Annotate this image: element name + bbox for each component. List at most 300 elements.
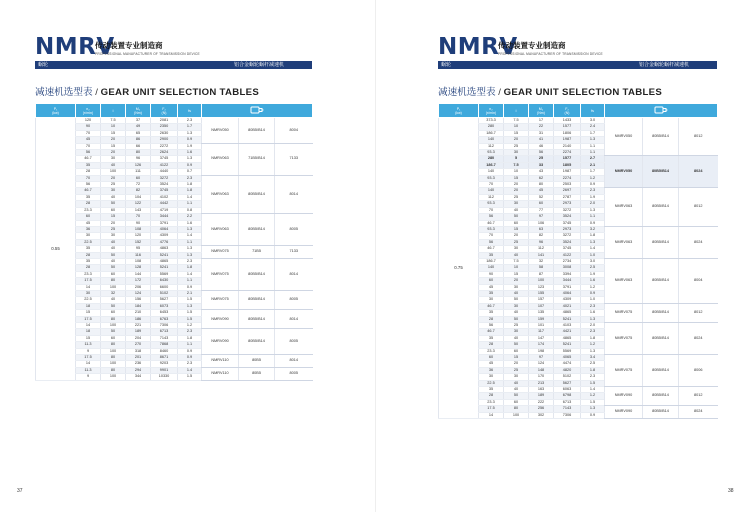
ratio-cell: 40 [504, 290, 529, 296]
ratio-cell: 100 [101, 361, 126, 367]
service-factor-cell: 3.4 [581, 355, 605, 361]
speed-cell: 112 [479, 194, 504, 200]
torque-cell: 128 [126, 265, 151, 271]
ratio-cell: 15 [504, 226, 529, 232]
band-right-label: 铝合金蜗轮蜗杆减速机 [233, 62, 284, 68]
torque-cell: 22 [529, 124, 554, 130]
speed-cell: 11.3 [76, 342, 101, 348]
ratio-cell: 15 [504, 355, 529, 361]
ratio-cell: 10 [504, 169, 529, 175]
torque-cell: 198 [529, 348, 554, 354]
service-factor-cell: 1.1 [178, 278, 202, 284]
speed-cell: 46.7 [479, 329, 504, 335]
service-factor-cell: 1.3 [178, 130, 202, 136]
header-band [35, 61, 312, 69]
motor-frame-cell: 8004 [275, 118, 313, 144]
speed-cell: 60 [479, 355, 504, 361]
service-factor-cell: 2.0 [581, 201, 605, 207]
torque-cell: 189 [529, 393, 554, 399]
speed-cell: 22.5 [479, 380, 504, 386]
ratio-cell: 40 [504, 387, 529, 393]
torque-cell: 86 [126, 137, 151, 143]
radial-load-cell: 3444 [151, 214, 178, 220]
ratio-cell: 50 [504, 342, 529, 348]
radial-load-cell: 2624 [151, 150, 178, 156]
radial-load-cell: 4421 [554, 329, 581, 335]
torque-cell: 126 [126, 162, 151, 168]
ratio-cell: 60 [504, 348, 529, 354]
radial-load-cell: 4122 [554, 252, 581, 258]
ratio-cell: 7.5 [504, 118, 529, 124]
ratio-cell: 60 [101, 310, 126, 316]
speed-cell: 112 [479, 143, 504, 149]
brand-tagline: 传动装置专业制造商 [498, 41, 566, 50]
radial-load-cell: 6763 [151, 316, 178, 322]
torque-cell: 77 [529, 207, 554, 213]
ratio-cell: 80 [101, 342, 126, 348]
col-header-torque: M₂ (Nm) [529, 104, 554, 118]
ratio-cell: 15 [101, 143, 126, 149]
torque-cell: 45 [529, 188, 554, 194]
torque-cell: 108 [126, 258, 151, 264]
torque-cell: 270 [126, 342, 151, 348]
ratio-cell: 100 [504, 412, 529, 418]
flange-cell: 80B5/B14 [239, 290, 275, 309]
motor-frame-cell: 8014 [275, 355, 313, 368]
service-factor-cell: 1.3 [581, 316, 605, 322]
service-factor-cell: 2.3 [178, 258, 202, 264]
torque-cell: 108 [126, 226, 151, 232]
torque-cell: 204 [126, 335, 151, 341]
service-factor-cell: 1.5 [178, 316, 202, 322]
service-factor-cell: 0.9 [178, 348, 202, 354]
radial-load-cell: 7306 [151, 323, 178, 329]
torque-cell: 170 [529, 374, 554, 380]
speed-cell: 140 [479, 188, 504, 194]
service-factor-cell: 2.5 [581, 265, 605, 271]
flange-cell: 80B5/B14 [239, 175, 275, 213]
radial-load-cell: 5241 [554, 342, 581, 348]
radial-load-cell: 2274 [554, 150, 581, 156]
gear-model-cell: NMRV050 [605, 156, 643, 188]
speed-cell: 17.5 [479, 406, 504, 412]
torque-cell: 111 [126, 169, 151, 175]
torque-cell: 58 [529, 265, 554, 271]
torque-cell: 156 [126, 297, 151, 303]
service-factor-cell: 2.7 [581, 156, 605, 162]
torque-cell: 107 [529, 303, 554, 309]
gear-model-cell: NMRV063 [605, 188, 643, 226]
torque-cell: 80 [529, 182, 554, 188]
service-factor-cell: 2.5 [581, 361, 605, 367]
ratio-cell: 30 [504, 150, 529, 156]
torque-cell: 37 [126, 118, 151, 124]
service-factor-cell: 1.5 [178, 310, 202, 316]
service-factor-cell: 1.1 [178, 342, 202, 348]
ratio-cell: 30 [101, 156, 126, 162]
gear-model-cell: NMRV075 [202, 246, 239, 259]
ratio-cell: 80 [101, 367, 126, 373]
torque-cell: 25 [529, 156, 554, 162]
ratio-cell: 15 [101, 130, 126, 136]
speed-cell: 93.3 [479, 226, 504, 232]
motor-frame-cell: 8024 [679, 226, 718, 258]
ratio-cell: 30 [504, 329, 529, 335]
service-factor-cell: 2.3 [178, 361, 202, 367]
ratio-cell: 50 [504, 214, 529, 220]
gear-model-cell: NMRV110 [202, 367, 239, 380]
section-title [438, 84, 662, 98]
torque-cell: 43 [529, 169, 554, 175]
service-factor-cell: 1.3 [178, 252, 202, 258]
radial-load-cell: 6798 [554, 393, 581, 399]
radial-load-cell: 4865 [151, 258, 178, 264]
torque-cell: 172 [126, 278, 151, 284]
torque-cell: 106 [529, 220, 554, 226]
service-factor-cell: 1.3 [581, 348, 605, 354]
ratio-cell: 100 [101, 348, 126, 354]
motor-frame-cell: 7133 [275, 246, 313, 259]
flange-cell: 80B5/B14 [643, 323, 679, 355]
flange-cell: 80B5/B14 [239, 214, 275, 246]
gear-model-cell: NMRV090 [202, 310, 239, 329]
torque-cell: 123 [529, 284, 554, 290]
torque-cell: 206 [126, 284, 151, 290]
speed-cell: 18 [76, 303, 101, 309]
radial-load-cell: 4065 [554, 355, 581, 361]
radial-load-cell: 5241 [554, 316, 581, 322]
ratio-cell: 50 [101, 329, 126, 335]
motor-frame-cell: 7133 [275, 143, 313, 175]
gear-model-cell: NMRV063 [202, 175, 239, 213]
radial-load-cell: 5241 [151, 252, 178, 258]
flange-cell: 80B5/B14 [239, 310, 275, 329]
radial-load-cell: 6430 [151, 278, 178, 284]
torque-cell: 344 [126, 374, 151, 380]
speed-cell: 17.5 [76, 355, 101, 361]
ratio-cell: 25 [101, 226, 126, 232]
speed-cell: 93.3 [479, 201, 504, 207]
gear-model-cell: NMRV075 [605, 323, 643, 355]
radial-load-cell: 3745 [151, 188, 178, 194]
speed-cell: 70 [479, 233, 504, 239]
torque-cell: 41 [529, 137, 554, 143]
service-factor-cell: 2.3 [581, 329, 605, 335]
radial-load-cell: 3745 [554, 246, 581, 252]
ratio-cell: 20 [101, 150, 126, 156]
ratio-cell: 40 [101, 162, 126, 168]
torque-cell: 65 [126, 130, 151, 136]
ratio-cell: 60 [101, 335, 126, 341]
service-factor-cell: 1.4 [178, 233, 202, 239]
radial-load-cell: 7306 [554, 412, 581, 418]
speed-cell: 35 [76, 246, 101, 252]
ratio-cell: 7.5 [504, 258, 529, 264]
service-factor-cell: 0.9 [178, 162, 202, 168]
speed-cell: 46.7 [479, 220, 504, 226]
torque-cell: 135 [529, 310, 554, 316]
torque-cell: 117 [529, 329, 554, 335]
radial-load-cell: 4064 [554, 290, 581, 296]
ratio-cell: 40 [504, 380, 529, 386]
torque-cell: 201 [126, 355, 151, 361]
service-factor-cell: 1.8 [178, 182, 202, 188]
motor-icon [654, 105, 668, 115]
radial-load-cell: 9203 [151, 361, 178, 367]
radial-load-cell: 7143 [554, 406, 581, 412]
service-factor-cell: 2.3 [178, 118, 202, 124]
ratio-cell: 20 [504, 233, 529, 239]
speed-cell: 46.7 [479, 246, 504, 252]
speed-cell: 23.3 [479, 399, 504, 405]
speed-cell: 60 [479, 278, 504, 284]
col-header-ratio: i [101, 104, 126, 118]
speed-cell: 28 [479, 342, 504, 348]
gear-model-cell: NMRV050 [202, 118, 239, 144]
speed-cell: 36 [76, 226, 101, 232]
ratio-cell: 5 [504, 156, 529, 162]
speed-cell: 17.5 [76, 278, 101, 284]
radial-load-cell: 5102 [554, 374, 581, 380]
motor-frame-cell: 8005 [275, 329, 313, 355]
radial-load-cell: 4820 [554, 367, 581, 373]
ratio-cell: 100 [101, 169, 126, 175]
right-page [375, 0, 750, 512]
header-band [438, 61, 717, 69]
speed-cell: 36 [479, 367, 504, 373]
service-factor-cell: 1.3 [178, 226, 202, 232]
speed-cell: 140 [479, 169, 504, 175]
flange-cell: 80B5/B14 [643, 387, 679, 406]
gear-model-cell: NMRV090 [202, 329, 239, 355]
radial-load-cell: 1987 [554, 169, 581, 175]
speed-cell: 56 [479, 214, 504, 220]
speed-cell: 70 [479, 182, 504, 188]
torque-cell: 101 [529, 323, 554, 329]
torque-cell: 221 [126, 323, 151, 329]
service-factor-cell: 0.9 [581, 182, 605, 188]
gear-model-cell: NMRV075 [605, 355, 643, 387]
brand-tagline-en: PROFESSIONAL MANUFACTURER OF TRANSMISSION DEVICE [498, 52, 603, 56]
speed-cell: 186.7 [479, 162, 504, 168]
ratio-cell: 40 [504, 310, 529, 316]
flange-cell: 80B5/B14 [643, 258, 679, 303]
service-factor-cell: 1.1 [581, 150, 605, 156]
brand-tagline-en: PROFESSIONAL MANUFACTURER OF TRANSMISSION DEVICE [95, 52, 200, 56]
power-cell: 0.55 [36, 118, 76, 381]
radial-load-cell: 9901 [151, 367, 178, 373]
ratio-cell: 40 [101, 258, 126, 264]
service-factor-cell: 1.9 [581, 194, 605, 200]
ratio-cell: 60 [504, 399, 529, 405]
motor-frame-cell: 8024 [679, 323, 718, 355]
ratio-cell: 100 [101, 284, 126, 290]
ratio-cell: 30 [504, 201, 529, 207]
speed-cell: 56 [76, 182, 101, 188]
speed-cell: 28 [76, 265, 101, 271]
torque-cell: 236 [126, 361, 151, 367]
service-factor-cell: 1.8 [581, 233, 605, 239]
flange-cell: 80B5/B14 [643, 303, 679, 322]
service-factor-cell: 1.3 [581, 239, 605, 245]
torque-cell: 174 [529, 342, 554, 348]
service-factor-cell: 1.1 [581, 214, 605, 220]
service-factor-cell: 1.8 [178, 335, 202, 341]
flange-cell: 80B5 [239, 367, 275, 380]
flange-cell: 71B5/B14 [239, 143, 275, 175]
radial-load-cell: 2140 [554, 143, 581, 149]
ratio-cell: 20 [101, 220, 126, 226]
speed-cell: 9 [76, 374, 101, 380]
motor-frame-cell: 8014 [275, 258, 313, 290]
radial-load-cell: 5627 [554, 380, 581, 386]
service-factor-cell: 1.9 [178, 143, 202, 149]
radial-load-cell: 4719 [151, 207, 178, 213]
radial-load-cell: 5569 [151, 271, 178, 277]
torque-cell: 163 [529, 387, 554, 393]
speed-cell: 35 [479, 335, 504, 341]
radial-load-cell: 3008 [554, 265, 581, 271]
speed-cell: 120 [76, 118, 101, 124]
service-factor-cell: 1.1 [581, 143, 605, 149]
radial-load-cell: 3394 [554, 271, 581, 277]
gear-model-cell: NMRV063 [202, 143, 239, 175]
ratio-cell: 15 [504, 175, 529, 181]
service-factor-cell: 2.3 [178, 175, 202, 181]
service-factor-cell: 1.7 [178, 124, 202, 130]
torque-cell: 72 [126, 182, 151, 188]
radial-load-cell: 2697 [554, 188, 581, 194]
torque-cell: 60 [529, 201, 554, 207]
ratio-cell: 20 [504, 137, 529, 143]
service-factor-cell: 1.4 [178, 194, 202, 200]
motor-frame-cell: 8005 [275, 214, 313, 246]
radial-load-cell: 3791 [554, 284, 581, 290]
ratio-cell: 25 [504, 143, 529, 149]
ratio-cell: 20 [504, 182, 529, 188]
flange-cell: 80B5 [239, 355, 275, 368]
ratio-cell: 20 [504, 188, 529, 194]
torque-cell: 189 [126, 329, 151, 335]
torque-cell: 120 [126, 233, 151, 239]
ratio-cell: 10 [504, 265, 529, 271]
radial-load-cell: 6713 [554, 399, 581, 405]
service-factor-cell: 1.2 [581, 175, 605, 181]
torque-cell: 56 [529, 150, 554, 156]
ratio-cell: 60 [504, 220, 529, 226]
service-factor-cell: 2.3 [178, 329, 202, 335]
ratio-cell: 30 [101, 188, 126, 194]
col-header-speed: n₂ (r/min) [479, 104, 504, 118]
col-header-service-factor: fs [178, 104, 202, 118]
radial-load-cell: 1806 [554, 130, 581, 136]
power-cell: 0.75 [439, 118, 479, 419]
brand-logo: NMRV [438, 34, 518, 60]
radial-load-cell: 2973 [554, 226, 581, 232]
motor-frame-cell: 8006 [679, 355, 718, 387]
radial-load-cell: 1433 [554, 118, 581, 124]
service-factor-cell: 1.2 [581, 284, 605, 290]
torque-cell: 100 [529, 278, 554, 284]
col-header-power: P₁ (kw) [36, 104, 76, 118]
radial-load-cell: 4309 [151, 233, 178, 239]
radial-load-cell: 8671 [151, 355, 178, 361]
torque-cell: 97 [529, 355, 554, 361]
torque-cell: 63 [529, 226, 554, 232]
ratio-cell: 80 [504, 406, 529, 412]
torque-cell: 70 [126, 214, 151, 220]
speed-cell: 45 [76, 220, 101, 226]
ratio-cell: 15 [504, 271, 529, 277]
ratio-cell: 60 [101, 271, 126, 277]
flange-cell: 80B5/B14 [239, 118, 275, 144]
service-factor-cell: 0.7 [178, 169, 202, 175]
col-header-radial-load: F₂ (N) [151, 104, 178, 118]
brand-logo: NMRV [35, 34, 115, 60]
selection-table-left [35, 103, 313, 381]
section-title-cn: 减速机选型表 [35, 87, 93, 98]
gear-model-cell: NMRV110 [202, 355, 239, 368]
speed-cell: 28 [76, 252, 101, 258]
radial-load-cell: 2973 [554, 201, 581, 207]
motor-frame-cell: 8024 [679, 406, 718, 419]
torque-cell: 256 [529, 406, 554, 412]
radial-load-cell: 4442 [151, 201, 178, 207]
service-factor-cell: 0.8 [178, 207, 202, 213]
service-factor-cell: 2.3 [581, 374, 605, 380]
flange-cell: 80B5/B14 [239, 329, 275, 355]
ratio-cell: 80 [101, 278, 126, 284]
ratio-cell: 15 [101, 214, 126, 220]
service-factor-cell: 1.6 [581, 310, 605, 316]
torque-cell: 184 [126, 303, 151, 309]
ratio-cell: 30 [504, 246, 529, 252]
speed-cell: 15 [76, 335, 101, 341]
flange-cell: 80B5/B14 [643, 226, 679, 258]
radial-load-cell: 3524 [554, 214, 581, 220]
speed-cell: 15 [76, 310, 101, 316]
radial-load-cell: 4776 [151, 239, 178, 245]
torque-cell: 104 [126, 194, 151, 200]
radial-load-cell: 7868 [151, 342, 178, 348]
service-factor-cell: 1.4 [581, 387, 605, 393]
service-factor-cell: 3.0 [581, 118, 605, 124]
section-title-cn: 减速机选型表 [438, 87, 496, 98]
speed-cell: 46.7 [76, 156, 101, 162]
ratio-cell: 80 [101, 355, 126, 361]
service-factor-cell: 1.1 [178, 239, 202, 245]
speed-cell: 56 [479, 239, 504, 245]
speed-cell: 14 [76, 284, 101, 290]
torque-cell: 96 [529, 239, 554, 245]
torque-cell: 80 [126, 150, 151, 156]
ratio-cell: 30 [504, 374, 529, 380]
radial-load-cell: 4865 [554, 310, 581, 316]
radial-load-cell: 3272 [554, 233, 581, 239]
service-factor-cell: 1.2 [581, 393, 605, 399]
speed-cell: 140 [479, 137, 504, 143]
motor-frame-cell: 8014 [275, 310, 313, 329]
speed-cell: 46.7 [76, 188, 101, 194]
ratio-cell: 20 [504, 361, 529, 367]
torque-cell: 122 [126, 201, 151, 207]
radial-load-cell: 4863 [151, 246, 178, 252]
ratio-cell: 10 [504, 124, 529, 130]
gear-model-cell: NMRV075 [202, 290, 239, 309]
service-factor-cell: 1.8 [178, 265, 202, 271]
flange-cell: 80B5/B14 [643, 188, 679, 226]
service-factor-cell: 1.4 [581, 246, 605, 252]
